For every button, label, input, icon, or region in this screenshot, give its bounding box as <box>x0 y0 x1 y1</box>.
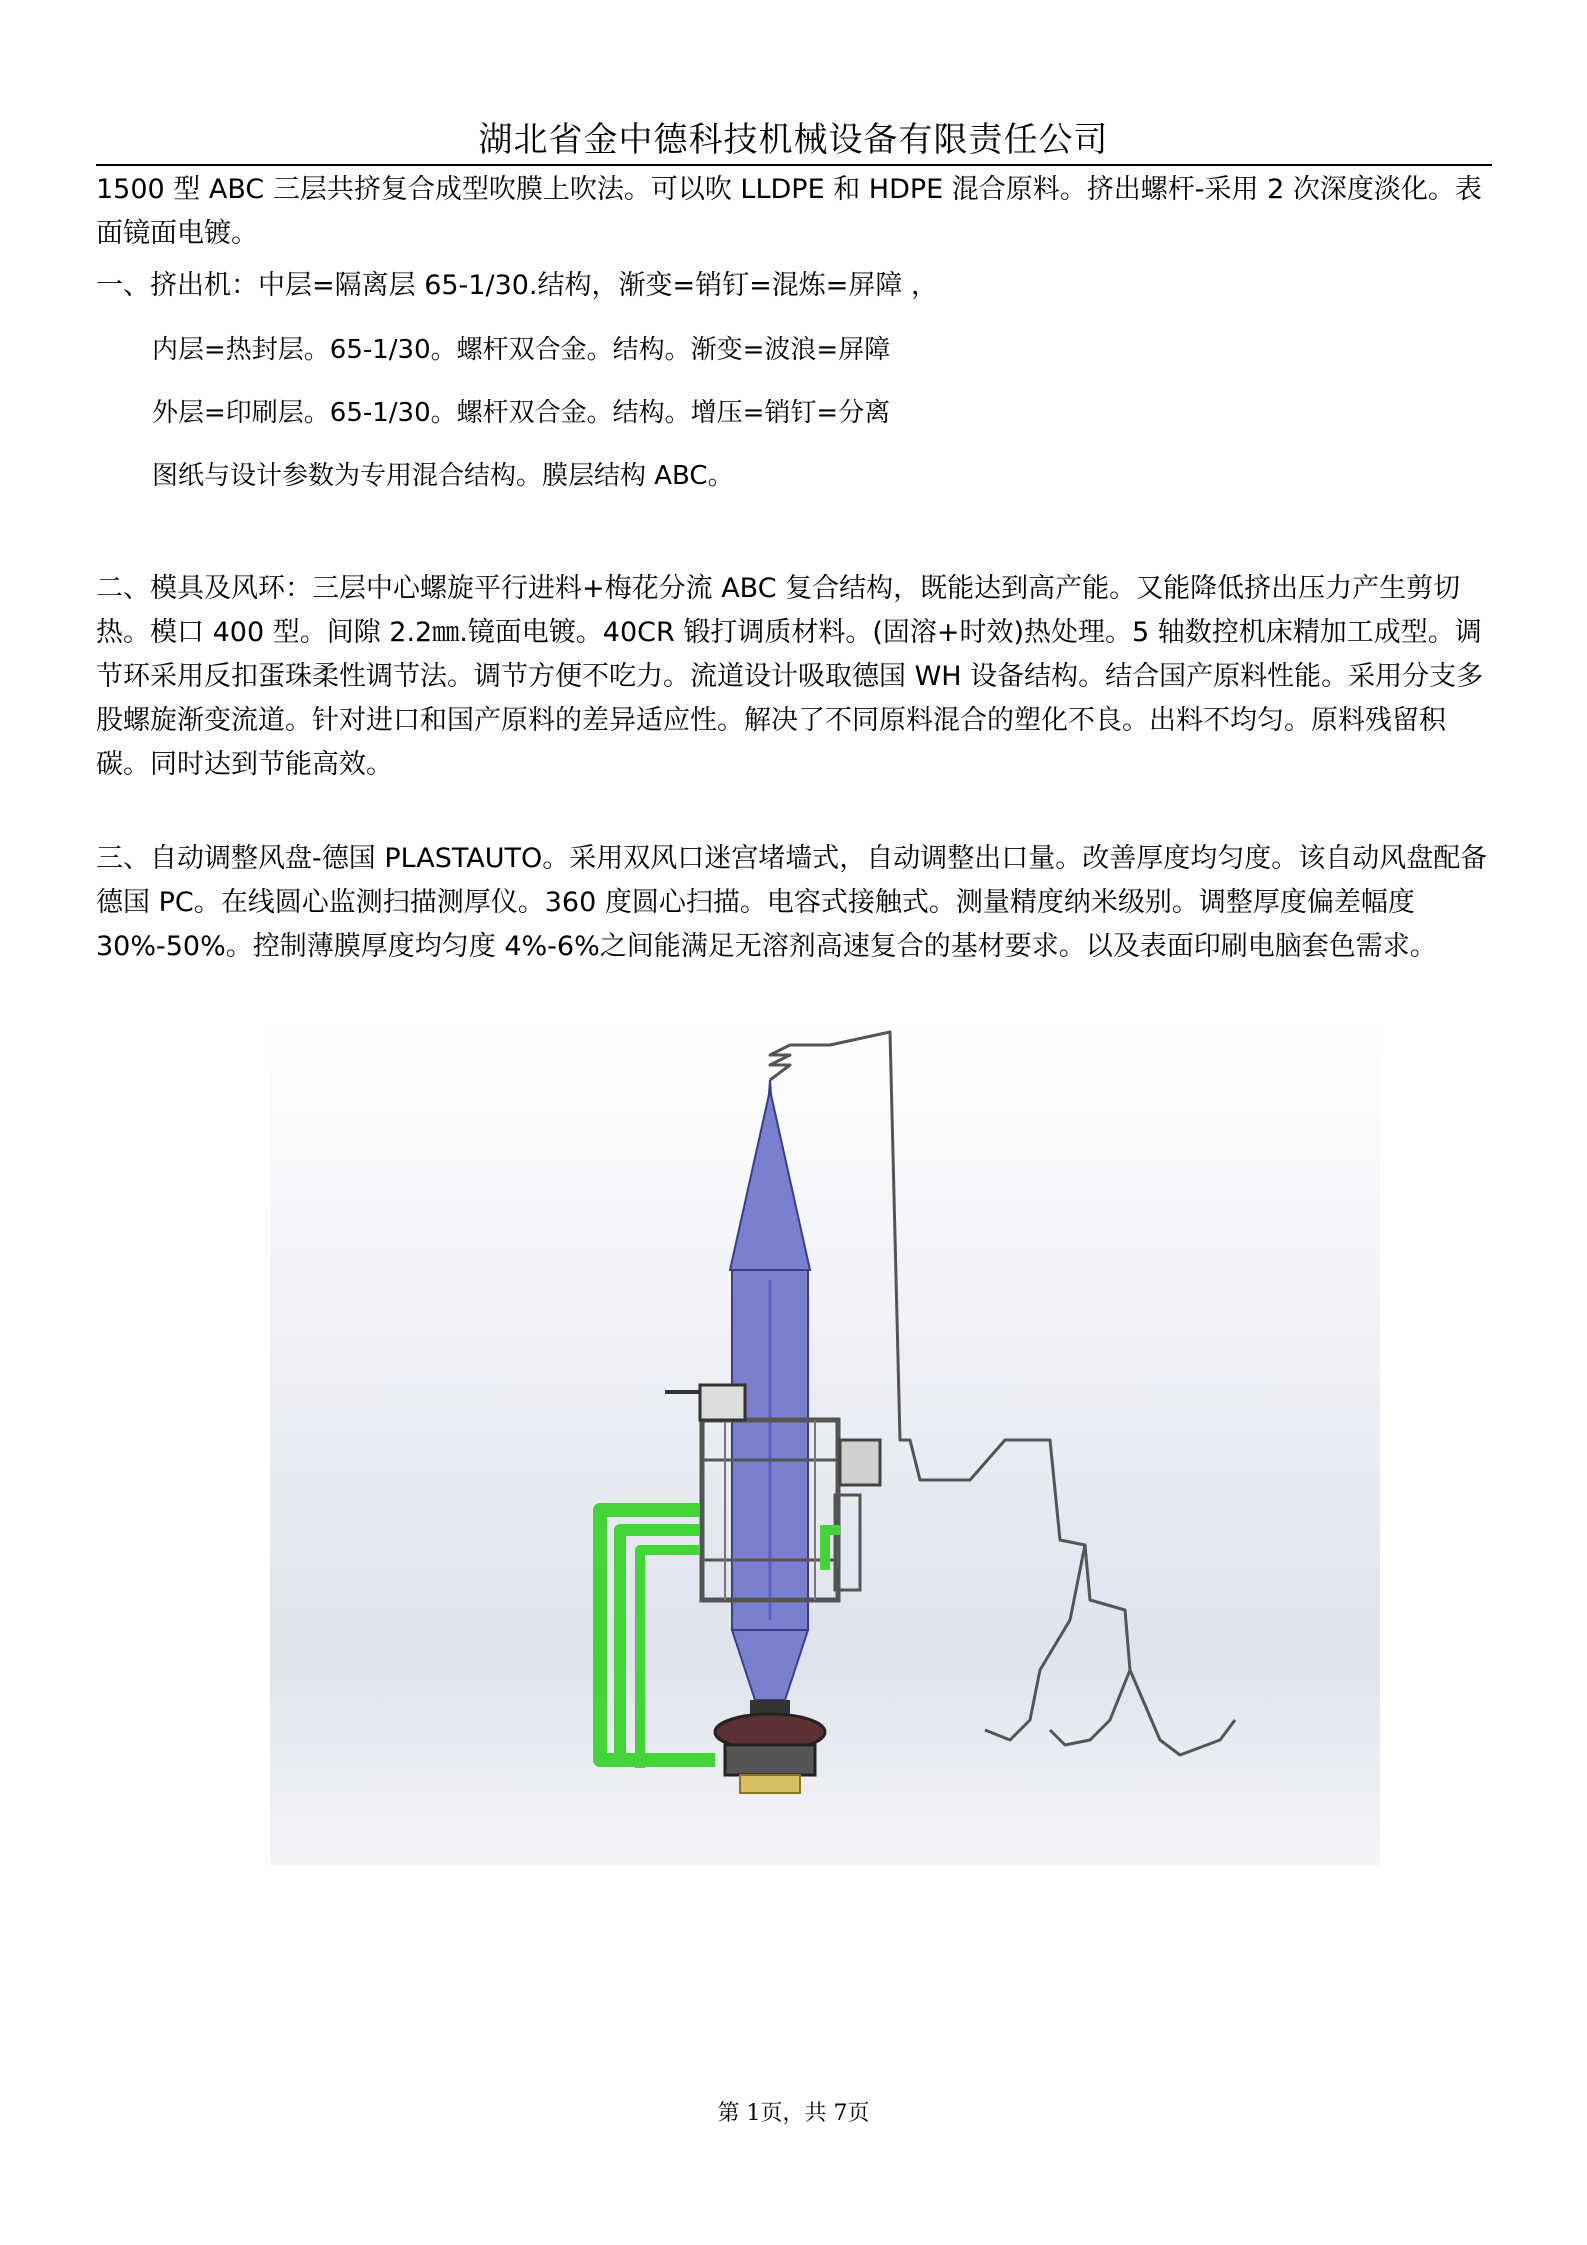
blown-film-machine-illustration <box>270 1020 1380 1865</box>
document-body <box>96 168 1492 969</box>
side-motor <box>840 1440 880 1485</box>
intro-paragraph: 1500 型 ABC 三层共挤复合成型吹膜上吹法。可以吹 LLDPE 和 HDPE 混合原料。挤出螺杆-采用 2 次深度淡化。表面镜面电镀。 <box>96 174 1482 249</box>
section1-line-inner: 内层=热封层。65-1/30。螺杆双合金。结构。渐变=波浪=屏障 <box>152 335 891 365</box>
page-number-footer: 第 1页，共 7页 <box>717 2101 870 2126</box>
die-base <box>740 1775 800 1793</box>
section2-paragraph: 二、模具及风环：三层中心螺旋平行进料+梅花分流 ABC 复合结构，既能达到高产能。又能降低挤出压力产生剪切热。模口 400 型。间隙 2.2㎜.镜面电镀。40CR 锻打调质材料。(固溶+时效)热处理。5 轴数控机床精加工成型。调节环采用反扣蛋珠柔性调节法。调节方便不吃力。流道设计吸取德国 WH 设备结构。结合国产原料性能。采用分支多股螺旋渐变流道。针对进口和国产原料的差异适应性。解决了不同原料混合的塑化不良。出料不均匀。原料残留积碳。同时达到节能高效。 <box>96 573 1484 780</box>
machine-render-figure <box>270 1020 1380 1865</box>
section3-paragraph: 三、自动调整风盘-德国 PLASTAUTO。采用双风口迷宫堵墙式，自动调整出口量。改善厚度均匀度。该自动风盘配备德国 PC。在线圆心监测扫描测厚仪。360 度圆心扫描。电容式接触式。测量精度纳米级别。调整厚度偏差幅度 30%-50%。控制薄膜厚度均匀度 4%-6%之间能满足无溶剂高速复合的基材要求。以及表面印刷电脑套色需求。 <box>96 843 1488 962</box>
film-bubble-taper <box>730 1090 810 1270</box>
section1-line-drawing: 图纸与设计参数为专用混合结构。膜层结构 ABC。 <box>152 461 734 491</box>
top-gear-box <box>700 1385 745 1420</box>
document-header-title: 湖北省金中德科技机械设备有限责任公司 <box>478 120 1109 160</box>
header-divider <box>96 164 1492 166</box>
bubble-lower-cone <box>732 1630 808 1700</box>
section1-heading: 一、挤出机：中层=隔离层 65-1/30.结构，渐变=销钉=混炼=屏障 ， <box>96 270 938 301</box>
film-web-path <box>770 1032 1235 1755</box>
section1-line-outer: 外层=印刷层。65-1/30。螺杆双合金。结构。增压=销钉=分离 <box>152 398 891 428</box>
